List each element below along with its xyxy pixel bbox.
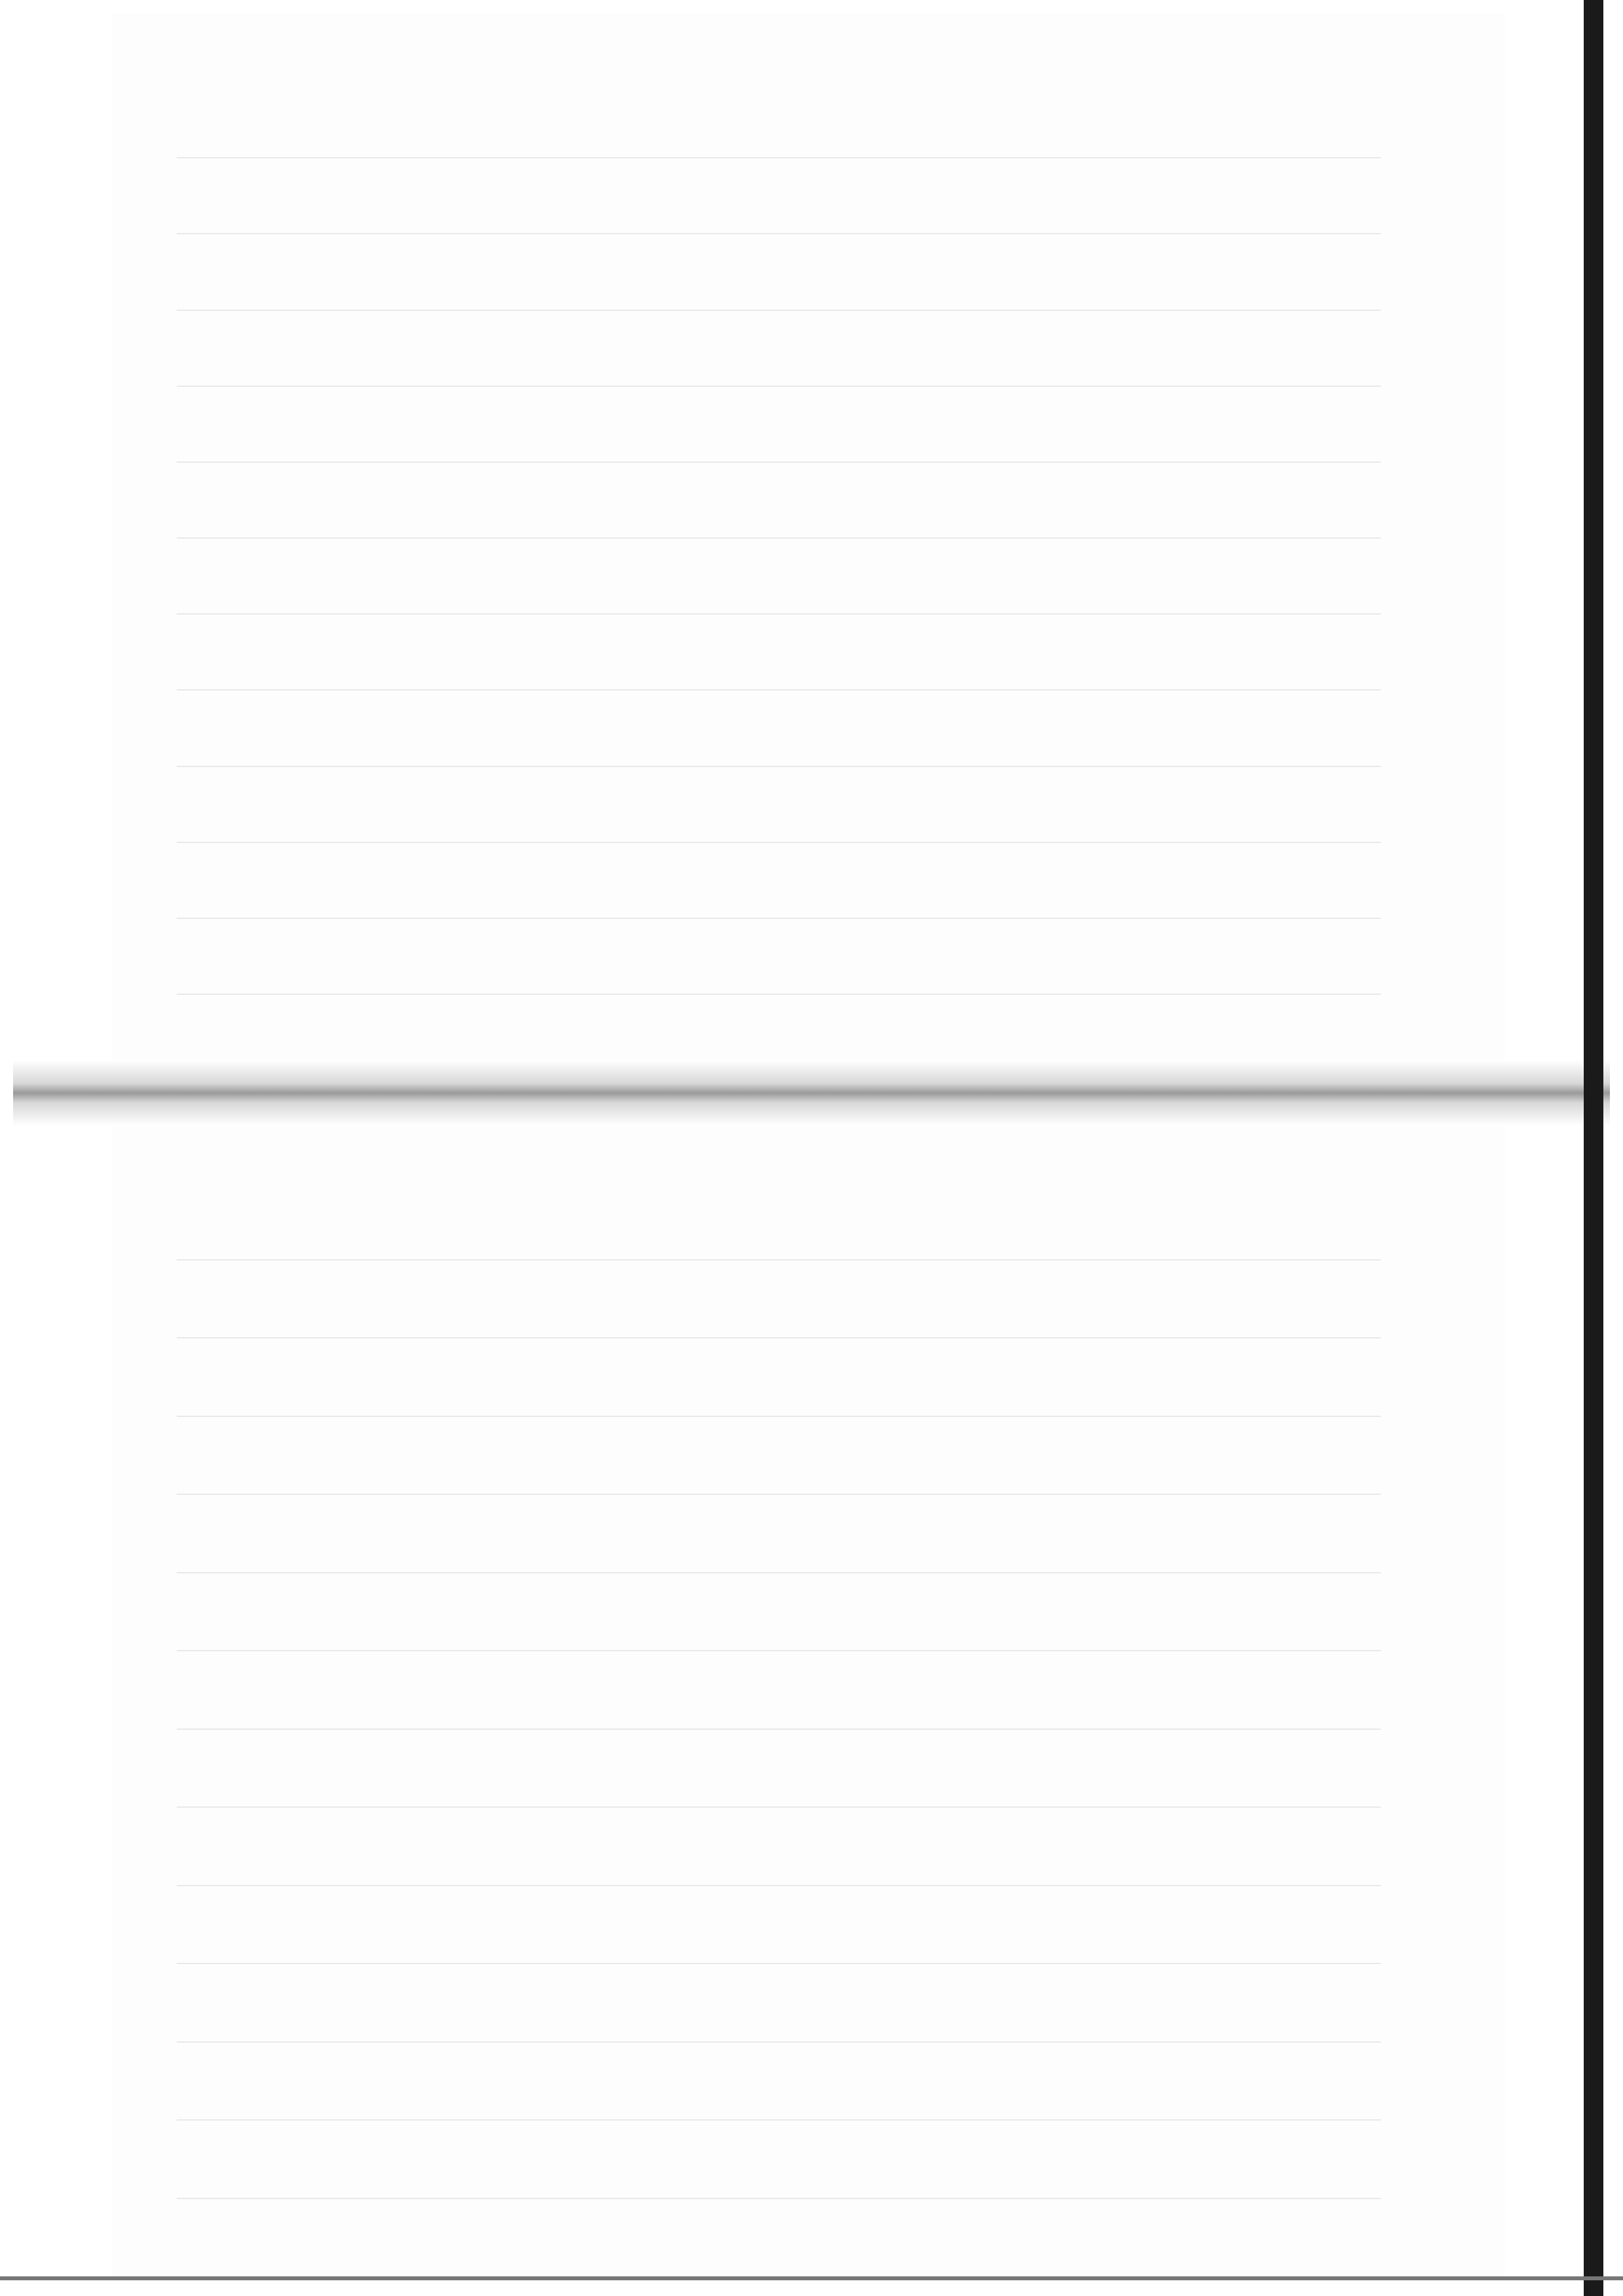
text-column: [177, 789, 1381, 843]
binding-gutter-shadow: [13, 1060, 1610, 1126]
text-column: [177, 713, 1381, 766]
text-column: [177, 1361, 1381, 1417]
bottom-page: [111, 1126, 1505, 2278]
bottom-page-body: [177, 1204, 1381, 2199]
text-column: [177, 257, 1381, 310]
text-column: [177, 181, 1381, 234]
scanner-bottom-edge: [0, 2276, 1623, 2280]
text-column: [177, 2143, 1381, 2199]
text-column: [177, 1830, 1381, 1886]
text-column: [177, 1674, 1381, 1730]
text-column: [177, 865, 1381, 919]
text-column: [177, 1596, 1381, 1652]
text-column: [177, 1439, 1381, 1496]
top-page: [111, 13, 1505, 1060]
scanner-edge-shadow: [1584, 0, 1603, 2296]
top-page-body: [177, 105, 1381, 995]
text-column: [177, 1752, 1381, 1808]
text-column: [177, 561, 1381, 615]
text-column: [177, 1517, 1381, 1573]
text-column: [177, 105, 1381, 158]
text-column: [177, 941, 1381, 995]
text-column: [177, 637, 1381, 691]
text-column: [177, 2065, 1381, 2121]
text-column: [177, 1986, 1381, 2043]
text-column: [177, 1204, 1381, 1261]
text-column: [177, 485, 1381, 539]
text-column: [177, 1909, 1381, 1965]
text-column: [177, 333, 1381, 387]
text-column: [177, 409, 1381, 463]
text-column: [177, 1283, 1381, 1339]
